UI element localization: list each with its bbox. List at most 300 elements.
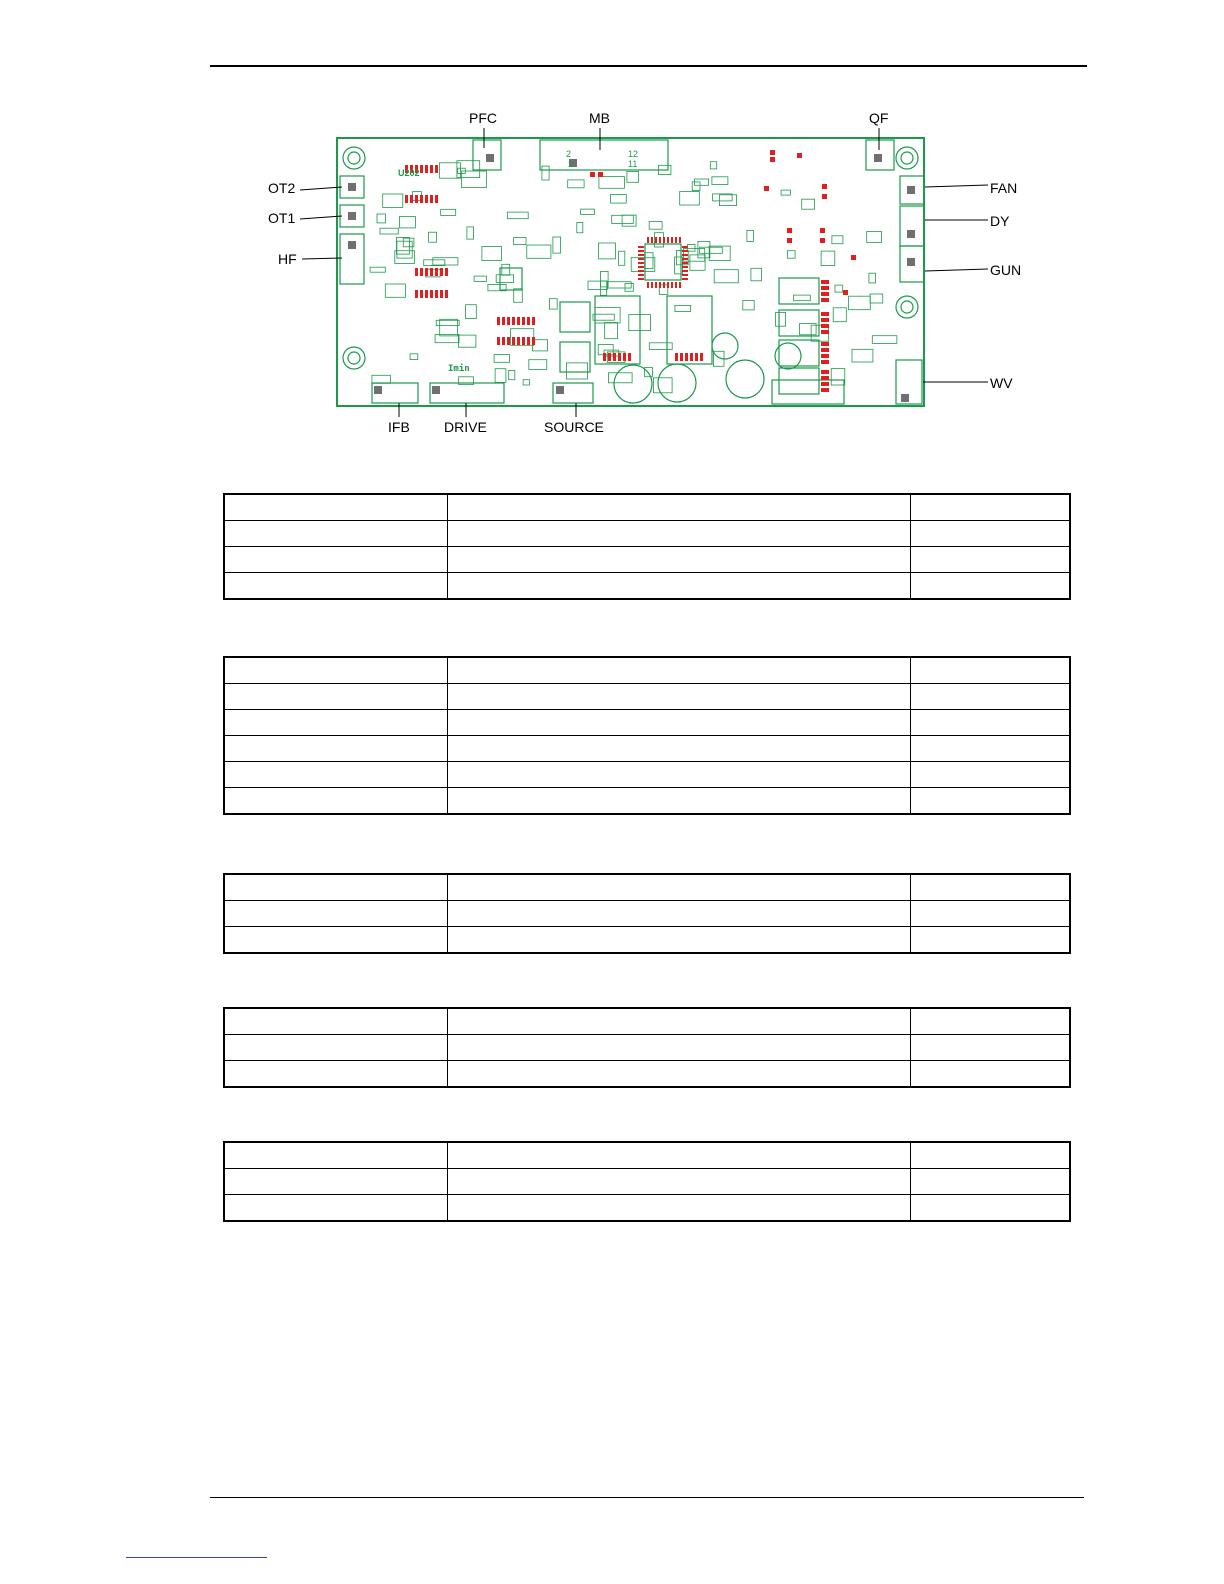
table-cell [910,1169,1070,1195]
imin-mark: Imin [448,364,470,374]
smd-component [831,369,845,385]
soic-pin [532,317,535,325]
spec-table-3 [223,873,1071,954]
ic-package [772,380,844,404]
smd-component [611,194,627,203]
soic-pin [680,353,683,361]
table-cell [224,1195,447,1222]
ic-package [500,268,522,290]
red-pad [820,238,825,243]
mcu-pin [682,270,688,272]
smd-component [781,190,790,195]
dy-connector [900,206,924,246]
smd-component [604,350,619,356]
table-cell [224,1035,447,1061]
capacitor [712,333,738,359]
table-cell [910,494,1070,521]
label-ot1: OT1 [268,210,296,226]
smd-component [514,238,526,245]
soic-pin [430,290,433,298]
capacitor [658,364,696,402]
soic-pin [502,317,505,325]
smd-component [588,281,607,289]
smd-component [599,243,616,259]
smd-component [496,275,513,283]
soic-pin [445,268,448,276]
red-pad [822,194,827,199]
table-cell [910,521,1070,547]
spec-table-4 [223,1007,1071,1088]
soic-pin [608,353,611,361]
table-row [224,1035,1070,1061]
smd-component [867,232,882,243]
power-pad [821,286,829,290]
table-cell [447,762,910,788]
table-cell [224,927,447,954]
table-cell [910,710,1070,736]
soic-pin [420,290,423,298]
smd-component [372,375,391,383]
table-cell [910,1008,1070,1035]
capacitor [614,365,652,403]
leader-line [300,187,342,190]
red-pad [770,150,775,155]
connector-pad [348,183,356,191]
mcu-pin [647,237,649,243]
mcu-pin [651,282,653,288]
smd-component [794,295,811,301]
smd-component [527,245,551,258]
table-cell [910,762,1070,788]
soic-pin [517,337,520,345]
soic-pin [497,317,500,325]
soic-pin [507,337,510,345]
u202-mark: U202 [398,168,420,178]
connector-pad [374,386,382,394]
smd-component [566,363,587,379]
smd-component [385,284,405,297]
smd-component [397,241,412,258]
soic-pin [445,290,448,298]
smd-component [542,166,549,180]
red-pad [590,172,595,177]
label-drive: DRIVE [444,419,487,435]
mcu-pin [647,282,649,288]
table-cell [910,736,1070,762]
smd-component [710,162,716,169]
smd-component [494,355,509,363]
capacitor [726,360,764,398]
power-package [779,278,819,304]
table-cell [447,710,910,736]
mcu-pin [638,254,644,256]
soic-pin [497,337,500,345]
connector-pad [432,386,440,394]
table-cell [447,1169,910,1195]
label-hf: HF [278,251,297,267]
soic-pin [502,337,505,345]
power-pad [821,342,829,346]
table-cell [447,547,910,573]
soic-pin [415,290,418,298]
table-cell [447,657,910,684]
table-row [224,874,1070,901]
soic-pin [695,353,698,361]
mb-pin-2: 2 [566,149,572,159]
mcu-pin [679,237,681,243]
smd-component [833,308,846,322]
mcu-pin [675,282,677,288]
soic-pin [675,353,678,361]
smd-component [433,258,458,265]
table-cell [910,901,1070,927]
smd-component [787,251,795,259]
table-row [224,547,1070,573]
smd-component [568,180,584,188]
red-pad [820,228,825,233]
table-cell [224,547,447,573]
ic-package [560,302,590,332]
label-gun: GUN [990,262,1022,278]
table-row [224,657,1070,684]
table-row [224,736,1070,762]
table-cell [910,684,1070,710]
smd-component [649,221,662,229]
smd-component [821,251,835,266]
table-cell [224,573,447,600]
soic-pin [522,317,525,325]
soic-pin [700,353,703,361]
soic-pin [420,165,423,173]
table-cell [224,494,447,521]
soic-pin [410,195,413,203]
table-cell [447,901,910,927]
power-pad [821,292,829,296]
table-cell [910,927,1070,954]
soic-pin [440,268,443,276]
soic-pin [435,290,438,298]
smd-component [852,349,873,362]
mounting-hole [348,352,360,364]
table-cell [447,927,910,954]
spec-table-5 [223,1141,1071,1222]
power-package [779,368,819,394]
table-cell [447,1008,910,1035]
smd-component [680,192,700,206]
table-row [224,1195,1070,1222]
smd-component [835,285,843,292]
smd-component [600,281,606,295]
smd-component [509,370,515,379]
red-pad [787,228,792,233]
power-pad [821,330,829,334]
soic-pin [425,268,428,276]
soic-pin [512,337,515,345]
power-pad [821,354,829,358]
smd-component [495,369,506,383]
mcu-chip [645,244,681,280]
table-row [224,1142,1070,1169]
footer-link-underline[interactable] [126,1557,267,1558]
table-cell [224,657,447,684]
label-qf: QF [869,110,889,126]
ic-package [560,342,590,372]
smd-component [802,199,815,209]
smd-component [692,182,700,191]
label-source: SOURCE [544,419,604,435]
mounting-hole [343,147,365,169]
smd-component [849,296,871,310]
power-pad [821,312,829,316]
footer-rule [210,1497,1084,1498]
smd-component [627,171,639,182]
soic-pin [430,165,433,173]
smd-component [482,247,502,261]
table-cell [447,1195,910,1222]
mcu-pin [663,282,665,288]
red-pad [787,238,792,243]
soic-pin [405,195,408,203]
soic-pin [507,317,510,325]
mcu-pin [682,274,688,276]
smd-component [743,301,754,310]
soic-pin [425,290,428,298]
mb-pin-11: 11 [628,159,638,169]
smd-component [675,305,691,311]
mb-pin-1: 1 [568,159,574,169]
smd-component [619,251,625,265]
red-pad [797,153,802,158]
mcu-pin [638,262,644,264]
soic-pin [623,353,626,361]
mb-pin-12: 12 [628,149,639,159]
soic-pin [435,268,438,276]
mcu-pin [638,270,644,272]
mcu-pin [682,278,688,280]
mounting-hole [348,152,360,164]
power-pad [821,382,829,386]
label-dy: DY [990,213,1010,229]
power-pad [821,280,829,284]
table-cell [910,657,1070,684]
soic-pin [512,317,515,325]
connector-pad [486,154,494,162]
table-row [224,1169,1070,1195]
connector-pad [348,212,356,220]
label-wv: WV [990,375,1013,391]
drive-connector [430,383,504,403]
red-pad [598,172,603,177]
mcu-pin [638,250,644,252]
mcu-pin [679,282,681,288]
power-pad [821,360,829,364]
smd-component [529,360,547,370]
spec-table-2 [223,656,1071,815]
mcu-pin [659,237,661,243]
table-cell [447,788,910,815]
pcb-diagram [0,0,1224,470]
smd-component [507,212,528,219]
power-pad [821,324,829,328]
smd-component [649,343,672,350]
smd-component [599,177,625,189]
soic-pin [420,268,423,276]
table-cell [447,736,910,762]
smd-component [514,289,523,303]
mcu-pin [682,246,688,248]
mcu-pin [682,262,688,264]
smd-component [400,217,416,228]
smd-component [410,354,418,360]
table-row [224,521,1070,547]
smd-component [625,283,633,291]
soic-pin [613,353,616,361]
smd-component [577,222,583,232]
power-pad [821,318,829,322]
leader-line [925,269,988,271]
soic-pin [527,317,530,325]
smd-component [870,294,883,303]
mcu-pin [671,282,673,288]
power-package [779,310,819,336]
smd-component [872,336,897,344]
mcu-pin [663,237,665,243]
table-cell [224,874,447,901]
table-row [224,573,1070,600]
smd-component [380,228,398,234]
soic-pin [532,337,535,345]
smd-component [595,308,620,324]
smd-component [690,255,705,270]
spec-table-1 [223,493,1071,600]
table-cell [447,1035,910,1061]
mounting-hole [896,296,918,318]
table-cell [447,521,910,547]
table-cell [447,684,910,710]
mcu-pin [638,246,644,248]
mcu-pin [667,237,669,243]
smd-component [395,251,415,264]
table-row [224,1008,1070,1035]
soic-pin [440,290,443,298]
smd-component [474,276,486,281]
mcu-pin [655,282,657,288]
smd-component [593,314,614,320]
table-cell [447,494,910,521]
connector-pad [348,241,356,249]
mcu-pin [659,282,661,288]
mcu-pin [675,237,677,243]
table-cell [224,1169,447,1195]
table-cell [910,1195,1070,1222]
ic-package [667,296,712,364]
connector-pad [907,258,915,266]
soic-pin [527,337,530,345]
table-cell [224,684,447,710]
table-cell [447,874,910,901]
soic-pin [430,268,433,276]
soic-pin [435,165,438,173]
table-cell [224,1061,447,1088]
connector-pad [901,394,909,402]
mcu-pin [638,274,644,276]
red-pad [843,290,848,295]
table-cell [910,874,1070,901]
table-cell [224,788,447,815]
smd-component [581,209,595,214]
smd-component [523,380,529,385]
soic-pin [690,353,693,361]
table-cell [910,573,1070,600]
power-pad [821,388,829,392]
table-row [224,1061,1070,1088]
smd-component [645,253,653,269]
smd-component [502,264,510,275]
smd-component [712,177,728,185]
soic-pin [415,268,418,276]
soic-pin [522,337,525,345]
smd-component [553,237,561,253]
smd-component [622,215,636,226]
smd-component [612,215,634,223]
soic-pin [517,317,520,325]
label-pfc: PFC [469,110,497,126]
smd-component [377,214,385,223]
table-row [224,762,1070,788]
table-cell [910,1035,1070,1061]
leader-line [300,216,342,219]
power-pad [821,370,829,374]
mcu-pin [682,254,688,256]
mcu-pin [638,266,644,268]
smd-component [370,267,385,272]
table-cell [224,762,447,788]
table-cell [224,710,447,736]
table-cell [447,1142,910,1169]
label-ot2: OT2 [268,180,296,196]
soic-pin [603,353,606,361]
soic-pin [435,195,438,203]
smd-component [776,313,786,327]
mounting-hole [343,347,365,369]
smd-component [832,236,843,244]
table-cell [224,736,447,762]
table-row [224,710,1070,736]
smd-component [714,270,738,283]
table-cell [910,788,1070,815]
smd-component [607,282,631,288]
mounting-hole [896,147,918,169]
soic-pin [628,353,631,361]
soic-pin [685,353,688,361]
red-pad [822,184,827,189]
mcu-pin [638,258,644,260]
table-cell [910,547,1070,573]
mcu-pin [655,237,657,243]
smd-component [653,378,672,393]
soic-pin [618,353,621,361]
smd-component [751,268,762,281]
table-cell [224,521,447,547]
smd-component [429,232,437,242]
label-fan: FAN [990,180,1018,196]
red-pad [851,255,856,260]
soic-pin [425,195,428,203]
mounting-hole [901,152,913,164]
mcu-pin [651,237,653,243]
label-mb: MB [589,110,610,126]
table-cell [224,1008,447,1035]
